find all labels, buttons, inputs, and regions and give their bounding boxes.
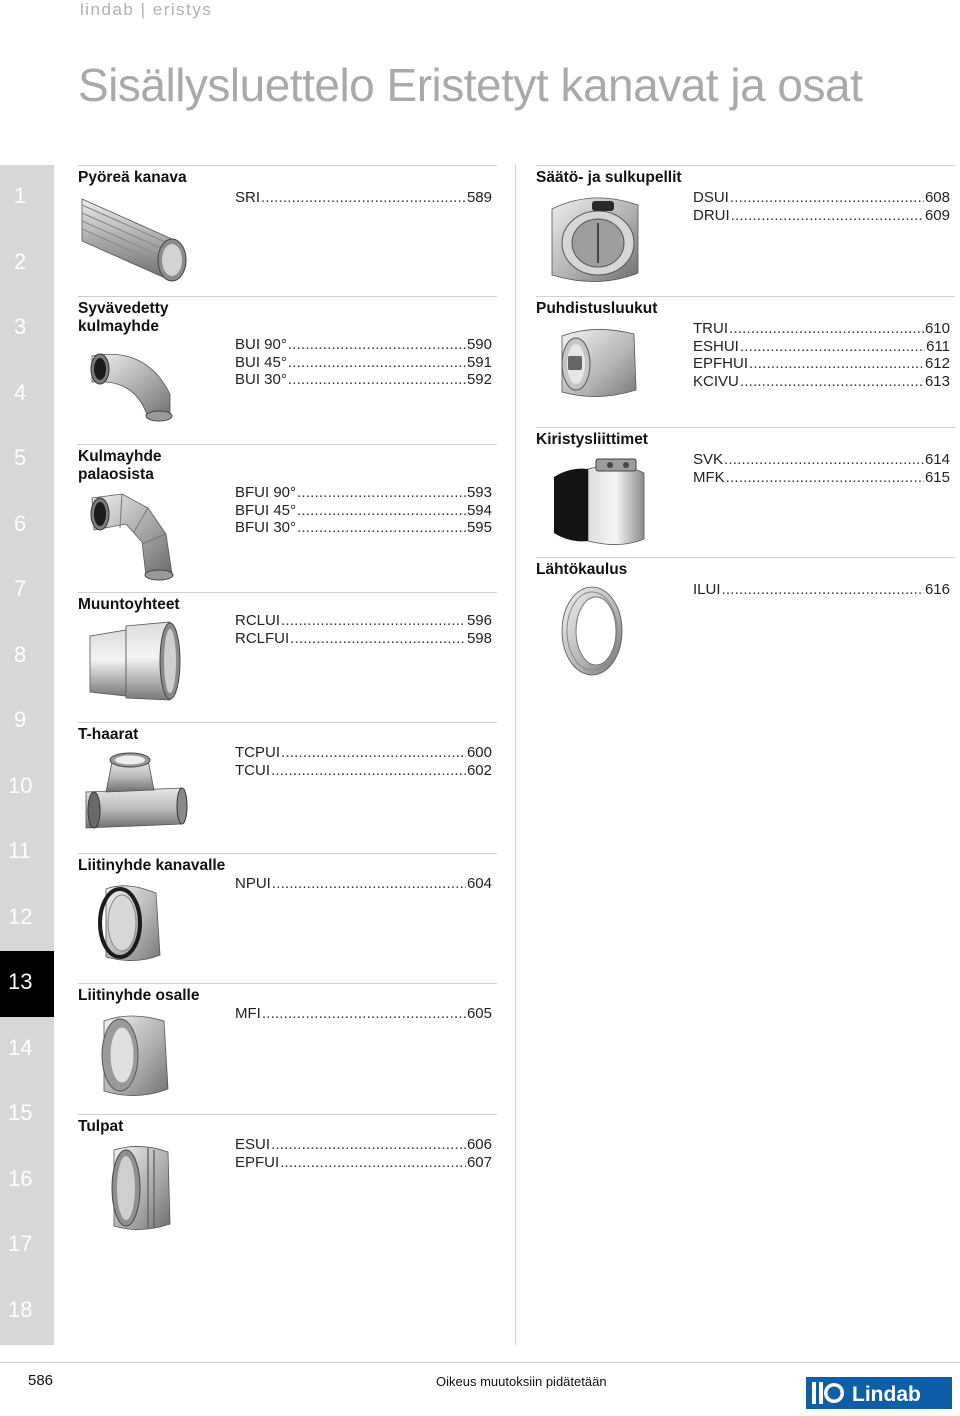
svg-text:Lindab: Lindab bbox=[852, 1383, 921, 1406]
chapter-tab-label: 16 bbox=[8, 1165, 33, 1191]
section-title: T-haarat bbox=[78, 726, 139, 743]
toc-entry[interactable]: EPFHUI ..... 612 bbox=[693, 355, 950, 373]
chapter-tab-6[interactable] bbox=[0, 493, 54, 559]
chapter-tab-16[interactable] bbox=[0, 1148, 54, 1214]
toc-section bbox=[536, 296, 955, 421]
chapter-tab-5[interactable] bbox=[0, 427, 54, 493]
toc-entry[interactable]: MFI ..... 605 bbox=[235, 1005, 492, 1023]
toc-section bbox=[78, 165, 497, 290]
toc-entry[interactable]: BFUI 90° ..... 593 bbox=[235, 484, 492, 502]
toc-entry[interactable]: EPFUI ..... 607 bbox=[235, 1154, 492, 1172]
toc-section bbox=[78, 853, 497, 973]
chapter-tab-9[interactable] bbox=[0, 689, 54, 755]
chapter-tab-7[interactable] bbox=[0, 558, 54, 624]
chapter-tab-label: 1 bbox=[14, 183, 27, 208]
bend-elbow-image bbox=[86, 342, 184, 422]
chapter-tab-label: 13 bbox=[8, 969, 33, 994]
chapter-tab-label: 15 bbox=[8, 1100, 33, 1125]
toc-section bbox=[536, 557, 955, 682]
chapter-tab-label: 12 bbox=[8, 903, 33, 929]
fitting-connector-image bbox=[96, 1011, 176, 1099]
toc-entry[interactable]: KCIVU ..... 613 bbox=[693, 373, 950, 391]
segmented-bend-image bbox=[86, 490, 186, 582]
chapter-tab-18[interactable] bbox=[0, 1279, 54, 1345]
header-brand: lindab | eristys bbox=[80, 0, 213, 19]
toc-entry[interactable]: BUI 45° ..... 591 bbox=[235, 354, 492, 372]
section-title: Säätö- ja sulkupellit bbox=[536, 169, 682, 186]
end-cap-image bbox=[104, 1142, 180, 1234]
chapter-tab-8[interactable] bbox=[0, 624, 54, 690]
toc-entry[interactable]: DRUI ..... 609 bbox=[693, 207, 950, 225]
toc-section bbox=[78, 1114, 497, 1239]
toc-section bbox=[78, 983, 497, 1103]
lindab-logo bbox=[806, 1377, 952, 1409]
reducer-image bbox=[86, 620, 186, 702]
chapter-tab-label: 18 bbox=[8, 1296, 33, 1322]
chapter-tab-label: 7 bbox=[14, 576, 27, 601]
toc-entry[interactable]: SRI ..... 589 bbox=[235, 189, 492, 207]
damper-image bbox=[542, 189, 652, 289]
page-title: Sisällysluettelo Eristetyt kanavat ja osat bbox=[78, 59, 863, 111]
toc-section bbox=[78, 444, 497, 579]
toc-section bbox=[78, 296, 497, 421]
section-title: Puhdistusluukut bbox=[536, 300, 658, 317]
toc-section bbox=[536, 165, 955, 290]
section-title: Kulmayhde palaosista bbox=[78, 448, 162, 483]
toc-section bbox=[78, 592, 497, 712]
chapter-tab-2[interactable] bbox=[0, 231, 54, 297]
collar-image bbox=[558, 583, 628, 679]
toc-entry[interactable]: RCLFUI ..... 598 bbox=[235, 630, 492, 648]
chapter-tab-10[interactable] bbox=[0, 755, 54, 821]
section-title: Liitinyhde osalle bbox=[78, 987, 200, 1004]
toc-entry[interactable]: SVK ..... 614 bbox=[693, 451, 950, 469]
section-title: Liitinyhde kanavalle bbox=[78, 857, 226, 874]
chapter-tab-label: 4 bbox=[14, 379, 27, 405]
chapter-tab-14[interactable] bbox=[0, 1017, 54, 1083]
chapter-tab-label: 10 bbox=[8, 772, 33, 798]
toc-entry[interactable]: MFK ..... 615 bbox=[693, 469, 950, 487]
toc-entry[interactable]: BFUI 45° ..... 594 bbox=[235, 502, 492, 520]
chapter-tab-label: 6 bbox=[14, 510, 27, 536]
toc-entry[interactable]: BFUI 30° ..... 595 bbox=[235, 519, 492, 537]
chapter-tab-label: 9 bbox=[14, 707, 27, 732]
toc-entry[interactable]: TRUI ..... 610 bbox=[693, 320, 950, 338]
t-piece-image bbox=[82, 748, 192, 830]
toc-entry[interactable]: BUI 90° ..... 590 bbox=[235, 336, 492, 354]
chapter-tab-12[interactable] bbox=[0, 886, 54, 952]
toc-section bbox=[536, 427, 955, 552]
toc-entry[interactable]: RCLUI ..... 596 bbox=[235, 612, 492, 630]
toc-entry[interactable]: ILUI ..... 616 bbox=[693, 581, 950, 599]
section-title: Muuntoyhteet bbox=[78, 596, 180, 613]
chapter-tab-4[interactable] bbox=[0, 362, 54, 428]
section-title: Pyöreä kanava bbox=[78, 169, 187, 186]
chapter-tab-label: 17 bbox=[8, 1231, 33, 1256]
toc-section bbox=[78, 722, 497, 842]
chapter-tab-11[interactable] bbox=[0, 820, 54, 886]
chapter-tab-label: 11 bbox=[8, 838, 31, 863]
chapter-tab-label: 5 bbox=[14, 445, 27, 470]
chapter-tab-label: 8 bbox=[14, 641, 27, 667]
clamp-band-image bbox=[550, 453, 650, 553]
footer-note: Oikeus muutoksiin pidätetään bbox=[436, 1374, 607, 1389]
chapter-tab-label: 2 bbox=[14, 248, 27, 274]
section-title: Syvävedetty kulmayhde bbox=[78, 300, 169, 335]
inspection-door-image bbox=[554, 322, 644, 402]
chapter-tab-15[interactable] bbox=[0, 1082, 54, 1148]
toc-entry[interactable]: ESUI ..... 606 bbox=[235, 1136, 492, 1154]
toc-entry[interactable]: NPUI ..... 604 bbox=[235, 875, 492, 893]
chapter-tab-13[interactable] bbox=[0, 951, 54, 1017]
toc-entry[interactable]: ESHUI ..... 611 bbox=[693, 338, 950, 356]
toc-entry[interactable]: BUI 30° ..... 592 bbox=[235, 371, 492, 389]
column-divider bbox=[515, 165, 516, 1345]
toc-entry[interactable]: DSUI ..... 608 bbox=[693, 189, 950, 207]
section-title: Lähtökaulus bbox=[536, 561, 628, 578]
round-duct-image bbox=[80, 191, 190, 283]
page-number: 586 bbox=[28, 1372, 54, 1389]
chapter-tab-label: 14 bbox=[8, 1034, 33, 1060]
chapter-tab-17[interactable] bbox=[0, 1213, 54, 1279]
chapter-tab-label: 3 bbox=[14, 314, 27, 339]
chapter-tab-1[interactable] bbox=[0, 165, 54, 231]
duct-connector-image bbox=[96, 881, 172, 965]
chapter-tab-3[interactable] bbox=[0, 296, 54, 362]
footer-divider bbox=[0, 1362, 960, 1363]
toc-entry[interactable]: TCPUI ..... 600 bbox=[235, 744, 492, 762]
toc-entry[interactable]: TCUI ..... 602 bbox=[235, 762, 492, 780]
section-title: Kiristysliittimet bbox=[536, 431, 648, 448]
section-title: Tulpat bbox=[78, 1118, 124, 1135]
